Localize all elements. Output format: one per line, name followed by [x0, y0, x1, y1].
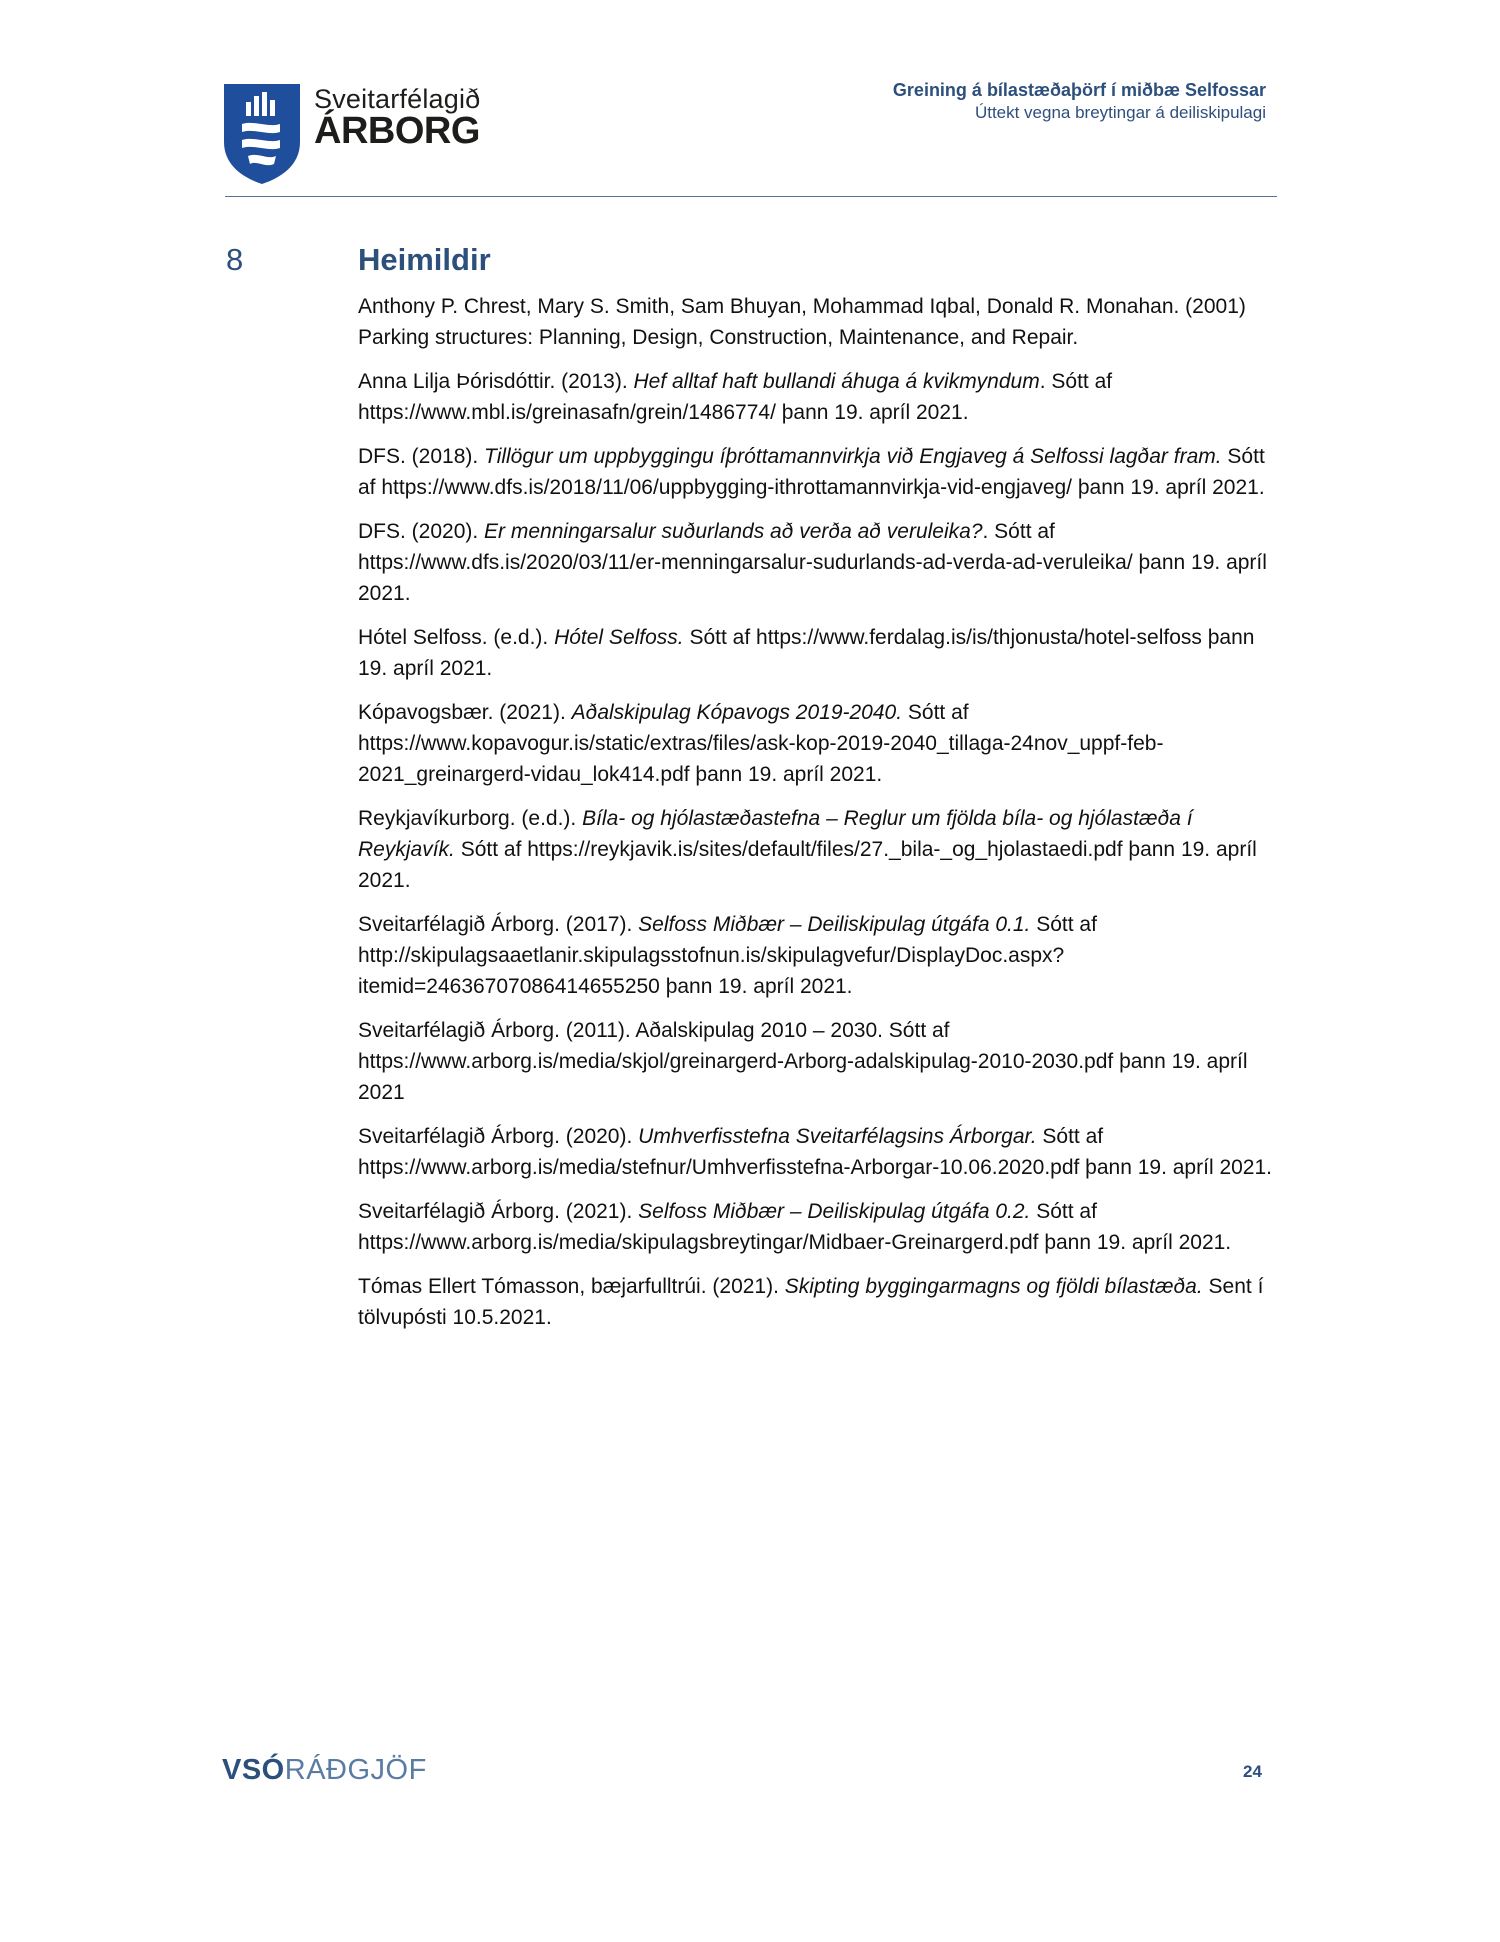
reference-text: Anna Lilja Þórisdóttir. (2013). [358, 370, 634, 393]
section-title: Heimildir [358, 242, 491, 277]
header-divider [225, 196, 1277, 197]
reference-item [358, 441, 1282, 503]
reference-title: Skipting byggingarmagns og fjöldi bílastæða. [784, 1275, 1203, 1298]
reference-text: Kópavogsbær. (2021). [358, 701, 572, 724]
reference-title: Umhverfisstefna Sveitarfélagsins Árborgar. [638, 1125, 1037, 1148]
reference-text: Sveitarfélagið Árborg. (2021). [358, 1200, 639, 1223]
reference-item [358, 697, 1282, 790]
reference-text: Sótt af https://www.arborg.is/media/stefnur/Umhverfisstefna-Arborgar-10.06.2020.pdf þann 19. apríl 2021. [358, 1125, 1272, 1179]
footer-brand-bold: VSÓ [222, 1754, 285, 1786]
reference-text: Sótt af https://www.arborg.is/media/skipulagsbreytingar/Midbaer-Greinargerd.pdf þann 19. apríl 2021. [358, 1200, 1232, 1254]
reference-title: Selfoss Miðbær – Deiliskipulag útgáfa 0.1. [638, 913, 1031, 936]
reference-title: Hef alltaf haft bullandi áhuga á kvikmyndum [633, 370, 1040, 393]
reference-text: . Sótt af https://www.dfs.is/2020/03/11/er-menningarsalur-sudurlands-ad-verda-ad-veruleika/ þann 19. apríl 2021. [358, 520, 1267, 605]
section-number: 8 [226, 242, 244, 277]
reference-item [358, 622, 1282, 684]
reference-item [358, 909, 1282, 1002]
reference-item [358, 366, 1282, 428]
reference-item [358, 803, 1282, 896]
reference-list [358, 291, 1282, 1346]
document-title: Greining á bílastæðaþörf í miðbæ Selfossar [892, 80, 1266, 100]
logo-text-line2: ÁRBORG [314, 110, 480, 152]
reference-title: Hótel Selfoss. [554, 626, 684, 649]
reference-text: Tómas Ellert Tómasson, bæjarfulltrúi. (2021). [358, 1275, 785, 1298]
reference-text: Reykjavíkurborg. (e.d.). [358, 807, 583, 830]
reference-text: Sveitarfélagið Árborg. (2011). Aðalskipulag 2010 – 2030. Sótt af https://www.arborg.is/media/skjol/greinargerd-Arborg-adalskipulag-2010-2030.pdf þann 19. apríl 2021 [358, 1019, 1248, 1104]
reference-item [358, 1271, 1282, 1333]
reference-title: Er menningarsalur suðurlands að verða að veruleika? [484, 520, 983, 543]
reference-item [358, 1196, 1282, 1258]
reference-text: Anthony P. Chrest, Mary S. Smith, Sam Bhuyan, Mohammad Iqbal, Donald R. Monahan. (2001) Parking structures: Planning, Design, Construction, Maintenance, and Repair. [358, 295, 1246, 349]
reference-text: Sótt af https://www.kopavogur.is/static/extras/files/ask-kop-2019-2040_tillaga-24nov_uppf-feb-2021_greinargerd-vidau_lok414.pdf þann 19. apríl 2021. [358, 701, 1164, 786]
reference-text: Sent í tölvupósti 10.5.2021. [358, 1275, 1264, 1329]
reference-text: Sótt af https://reykjavik.is/sites/default/files/27._bila-_og_hjolastaedi.pdf þann 19. apríl 2021. [358, 838, 1257, 892]
reference-text: DFS. (2018). [358, 445, 485, 468]
document-subtitle: Úttekt vegna breytingar á deiliskipulagi [974, 103, 1266, 122]
reference-item [358, 291, 1282, 353]
arborg-shield-icon [224, 84, 300, 184]
page-number: 24 [1243, 1762, 1262, 1781]
reference-text: . Sótt af https://www.mbl.is/greinasafn/grein/1486774/ þann 19. apríl 2021. [358, 370, 1113, 424]
footer-brand-light: RÁÐGJÖF [284, 1754, 427, 1786]
reference-title: Bíla- og hjólastæðastefna – Reglur um fjölda bíla- og hjólastæða í Reykjavík. [358, 807, 1193, 861]
reference-text: Sótt af https://www.dfs.is/2018/11/06/uppbygging-ithrottamannvirkja-vid-engjaveg/ þann 19. apríl 2021. [358, 445, 1265, 499]
reference-text: Sótt af https://www.ferdalag.is/is/thjonusta/hotel-selfoss þann 19. apríl 2021. [358, 626, 1255, 680]
reference-title: Aðalskipulag Kópavogs 2019-2040. [571, 701, 903, 724]
reference-text: Hótel Selfoss. (e.d.). [358, 626, 555, 649]
reference-text: Sveitarfélagið Árborg. (2017). [358, 913, 639, 936]
reference-text: Sótt af http://skipulagsaaetlanir.skipulagsstofnun.is/skipulagvefur/DisplayDoc.aspx?itemid=24636707086414655250 þann 19. apríl 2021. [358, 913, 1097, 998]
reference-item [358, 1015, 1282, 1108]
vso-footer-logo [222, 1754, 427, 1787]
reference-title: Selfoss Miðbær – Deiliskipulag útgáfa 0.2. [638, 1200, 1031, 1223]
reference-text: Sveitarfélagið Árborg. (2020). [358, 1125, 639, 1148]
logo-text-line1: Sveitarfélagið [314, 84, 481, 114]
reference-title: Tillögur um uppbyggingu íþróttamannvirkja við Engjaveg á Selfossi lagðar fram. [484, 445, 1222, 468]
reference-item [358, 516, 1282, 609]
reference-text: DFS. (2020). [358, 520, 485, 543]
reference-item [358, 1121, 1282, 1183]
document-header [893, 78, 1266, 124]
arborg-logo [224, 84, 524, 184]
